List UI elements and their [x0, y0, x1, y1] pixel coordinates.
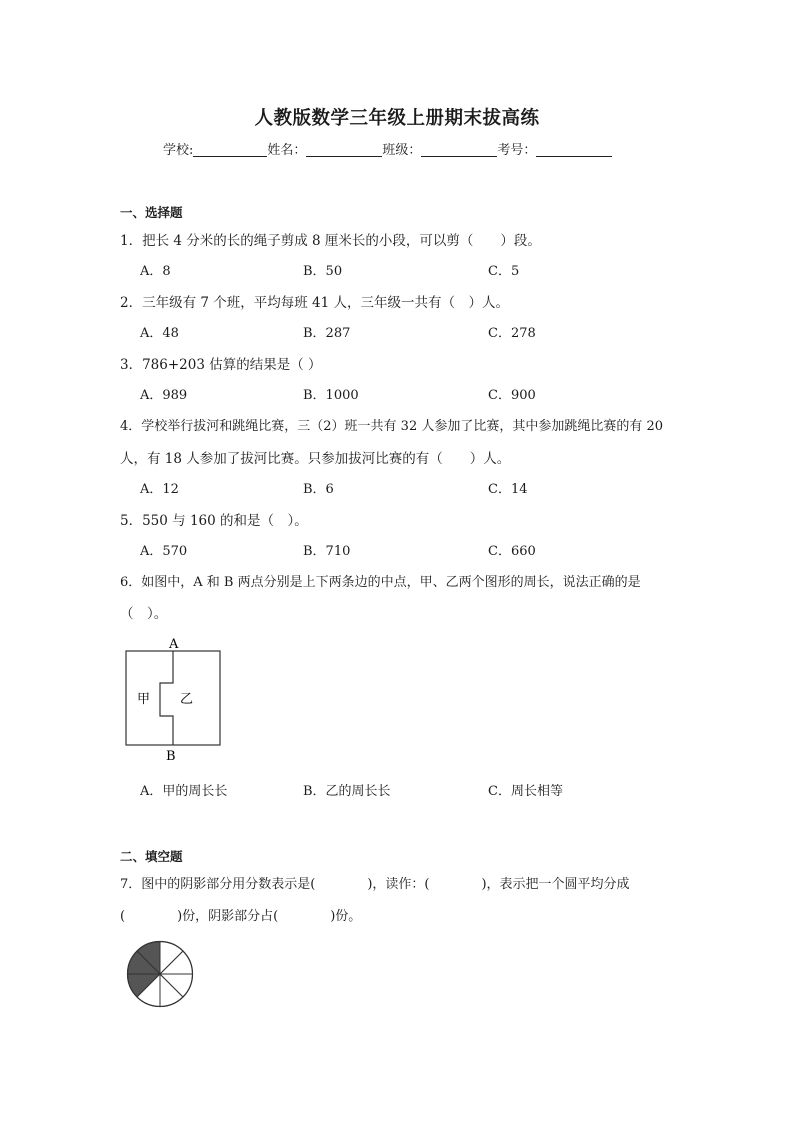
point-a-label: A	[169, 637, 179, 652]
fraction-circle	[124, 938, 196, 1010]
q3-option-c[interactable]: C．900	[488, 388, 536, 403]
class-label: 班级：	[382, 143, 422, 158]
name-label: 姓名：	[267, 143, 307, 158]
q1-option-a[interactable]: A．8	[140, 264, 171, 279]
perimeter-figure	[120, 634, 228, 764]
page-title: 人教版数学三年级上册期末拔高练	[254, 108, 540, 129]
q5-option-b[interactable]: B．710	[303, 544, 351, 559]
q4-option-a[interactable]: A．12	[140, 482, 179, 497]
q2-option-c[interactable]: C．278	[488, 326, 536, 341]
region-yi-label: 乙	[180, 692, 194, 707]
question-7-line-2: ( )份，阴影部分占( )份。	[120, 909, 362, 924]
student-info-row	[163, 139, 612, 158]
class-blank[interactable]	[421, 143, 497, 157]
region-jia-label: 甲	[137, 692, 151, 707]
name-blank[interactable]	[306, 143, 382, 157]
q6-option-a[interactable]: A．甲的周长长	[140, 784, 228, 799]
question-6-line-1: 6．如图中，A 和 B 两点分别是上下两条边的中点，甲、乙两个图形的周长，说法正确的是	[120, 575, 641, 590]
question-3: 3．786+203 估算的结果是（ ）	[120, 357, 322, 373]
q3-option-b[interactable]: B．1000	[303, 388, 359, 403]
exam-no-blank[interactable]	[536, 143, 612, 157]
section-heading-choice: 一、选择题	[120, 205, 183, 220]
q6-option-c[interactable]: C．周长相等	[488, 784, 563, 799]
school-blank[interactable]	[193, 143, 267, 157]
dividing-line	[160, 651, 173, 745]
q4-option-c[interactable]: C．14	[488, 482, 528, 497]
q3-option-a[interactable]: A．989	[140, 388, 188, 403]
question-5: 5．550 与 160 的和是（ ）。	[120, 513, 308, 529]
question-4-line-2: 人，有 18 人参加了拔河比赛。只参加拔河比赛的有（ ）人。	[120, 451, 511, 467]
q1-option-b[interactable]: B．50	[303, 264, 343, 279]
question-6-line-2: （ ）。	[120, 606, 168, 622]
section-heading-fill: 二、填空题	[120, 849, 183, 864]
q2-option-b[interactable]: B．287	[303, 326, 351, 341]
q4-option-b[interactable]: B．6	[303, 482, 334, 497]
question-1: 1．把长 4 分米的长的绳子剪成 8 厘米长的小段，可以剪（ ）段。	[120, 233, 541, 249]
question-4-line-1: 4．学校举行拔河和跳绳比赛，三（2）班一共有 32 人参加了比赛，其中参加跳绳比赛的有 20	[120, 419, 664, 434]
point-b-label: B	[166, 749, 176, 764]
q2-option-a[interactable]: A．48	[140, 326, 179, 341]
q1-option-c[interactable]: C．5	[488, 264, 520, 279]
q5-option-c[interactable]: C．660	[488, 544, 536, 559]
q6-option-b[interactable]: B．乙的周长长	[303, 784, 391, 799]
exam-no-label: 考号：	[497, 143, 537, 158]
school-label: 学校:	[163, 143, 194, 158]
question-7-line-1: 7．图中的阴影部分用分数表示是( )，读作：( )，表示把一个圆平均分成	[120, 877, 630, 892]
q5-option-a[interactable]: A．570	[140, 544, 188, 559]
question-2: 2．三年级有 7 个班，平均每班 41 人，三年级一共有（ ）人。	[120, 295, 510, 311]
